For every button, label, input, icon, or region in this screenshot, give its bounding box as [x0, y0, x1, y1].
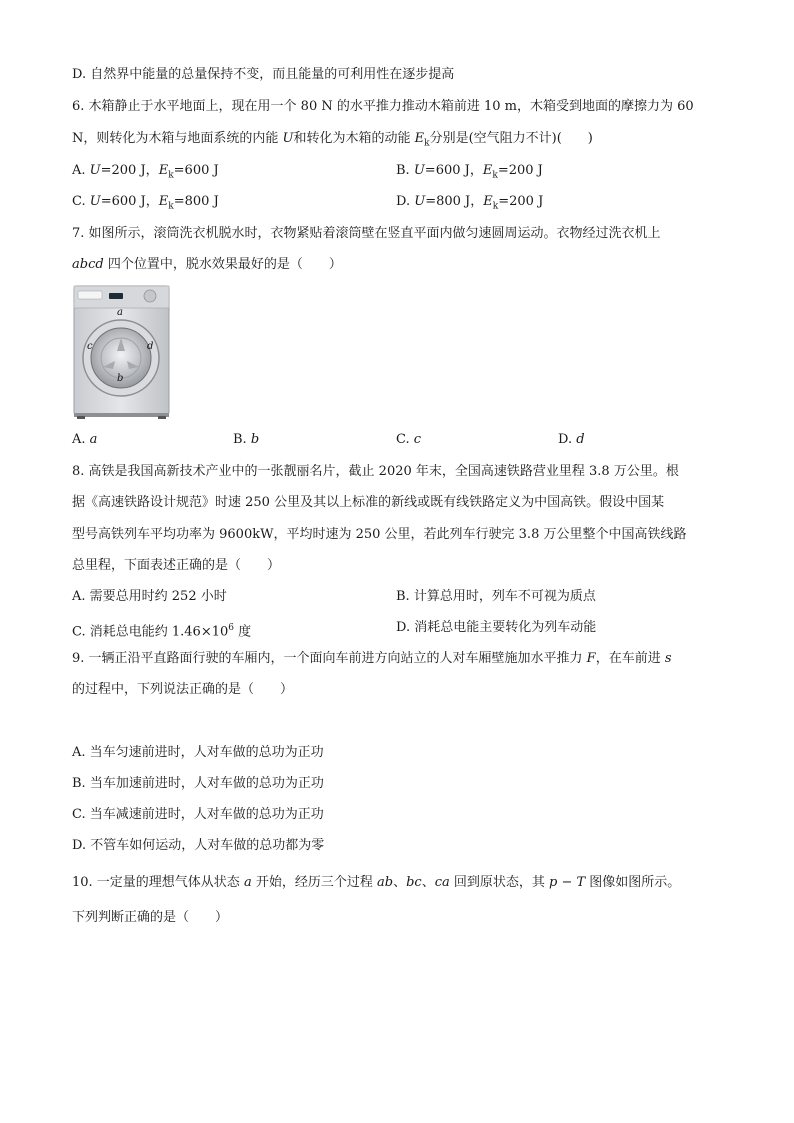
- q7-option-d: D. d: [558, 432, 585, 447]
- q9-stem-line2: 的过程中，下列说法正确的是（ ）: [72, 682, 294, 697]
- q8-option-b: B. 计算总用时，列车不可视为质点: [396, 589, 596, 604]
- q9-option-a: A. 当车匀速前进时，人对车做的总功为正功: [72, 745, 324, 760]
- q8-option-d: D. 消耗总电能主要转化为列车动能: [396, 620, 597, 635]
- q8-stem-line1: 8. 高铁是我国高新技术产业中的一张靓丽名片，截止 2020 年末，全国高速铁路营业里程 3.8 万公里。根: [72, 464, 679, 479]
- q5-option-d: D. 自然界中能量的总量保持不变，而且能量的可利用性在逐步提高: [72, 67, 455, 82]
- q8-stem-line2: 据《高速铁路设计规范》时速 250 公里及其以上标准的新线或既有线铁路定义为中国高铁。假设中国某: [72, 495, 665, 510]
- figure-label-a: a: [117, 307, 123, 318]
- q6-stem-line1: 6. 木箱静止于水平地面上，现在用一个 80 N 的水平推力推动木箱前进 10 m，木箱受到地面的摩擦力为 60: [72, 99, 694, 114]
- q7-option-c: C. c: [396, 432, 422, 447]
- q9-option-b: B. 当车加速前进时，人对车做的总功为正功: [72, 776, 324, 791]
- q6-option-b: B. U=600 J，$E_k=200$ J: [396, 163, 543, 181]
- q7-option-a: A. a: [72, 432, 98, 447]
- q6-stem-line2: N，则转化为木箱与地面系统的内能 U和转化为木箱的动能 $E_k$分别是(空气阻力不计)( ): [72, 131, 593, 149]
- figure-label-b: b: [117, 373, 124, 384]
- washing-machine-figure: [73, 285, 170, 419]
- q7-option-b: B. b: [233, 432, 260, 447]
- q8-stem-line4: 总里程，下面表述正确的是（ ）: [72, 558, 281, 573]
- q8-stem-line3: 型号高铁列车平均功率为 9600kW，平均时速为 250 公里，若此列车行驶完 3.8 万公里整个中国高铁线路: [72, 527, 687, 542]
- q9-stem-line1: 9. 一辆正沿平直路面行驶的车厢内，一个面向车前进方向站立的人对车厢壁施加水平推力 F，在车前进 s: [72, 651, 672, 666]
- q6-option-d: D. U=800 J，$E_k=200$ J: [396, 194, 544, 212]
- figure-label-d: d: [147, 341, 154, 352]
- q8-option-a: A. 需要总用时约 252 小时: [72, 589, 227, 604]
- q6-option-c: C. U=600 J，$E_k=800$ J: [72, 194, 219, 212]
- q8-option-c: C. 消耗总电能约 $1.46\times 10^6$ 度: [72, 623, 252, 640]
- q7-stem-line2: abcd 四个位置中，脱水效果最好的是（ ）: [72, 257, 342, 272]
- q9-option-d: D. 不管车如何运动，人对车做的总功都为零: [72, 838, 325, 853]
- q6-option-a: A. U=200 J，$E_k=600$ J: [72, 163, 219, 181]
- q9-option-c: C. 当车减速前进时，人对车做的总功为正功: [72, 807, 324, 822]
- figure-label-c: c: [87, 341, 93, 352]
- q10-stem-line2: 下列判断正确的是（ ）: [72, 910, 229, 925]
- q10-stem-line1: 10. 一定量的理想气体从状态 a 开始，经历三个过程 ab、bc、ca 回到原状态，其 p − T 图像如图所示。: [72, 875, 681, 890]
- q7-stem-line1: 7. 如图所示，滚筒洗衣机脱水时，衣物紧贴着滚筒壁在竖直平面内做匀速圆周运动。衣物经过洗衣机上: [72, 226, 661, 241]
- washing-machine-drawing: [73, 285, 170, 419]
